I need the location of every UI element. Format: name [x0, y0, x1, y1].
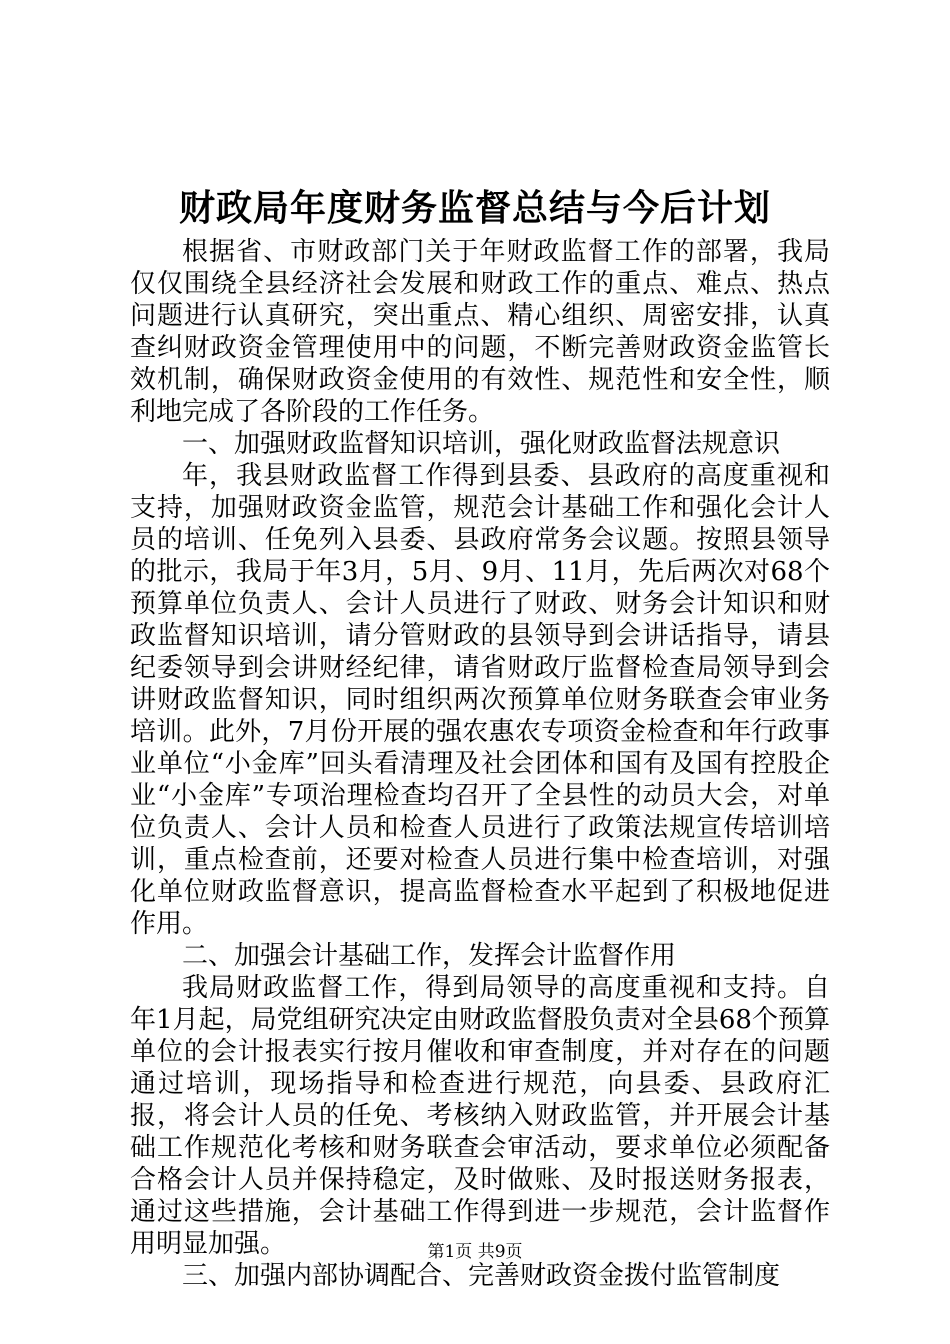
section-1-paragraph: 年，我县财政监督工作得到县委、县政府的高度重视和支持，加强财政资金监管，规范会计基础工作和强化会计人员的培训、任免列入县委、县政府常务会议题。按照县领导的批示，我局于年3月，5月、9月、11月，先后两次对68个预算单位负责人、会计人员进行了财政、财务会计知识和财政监督知识培训，请分管财政的县领导到会讲话指导，请县纪委领导到会讲财经纪律，请省财政厅监督检查局领导到会讲财政监督知识，同时组织两次预算单位财务联查会审业务培训。此外，7月份开展的强农惠农专项资金检查和年行政事业单位“小金库”回头看清理及社会团体和国有及国有控股企业“小金库”专项治理检查均召开了全县性的动员大会，对单位负责人、会计人员和检查人员进行了政策法规宣传培训培训，重点检查前，还要对检查人员进行集中检查培训，对强化单位财政监督意识，提高监督检查水平起到了积极地促进作用。	[130, 461, 830, 939]
document-title: 财政局年度财务监督总结与今后计划	[178, 187, 771, 229]
page-number-footer: 第1页 共9页	[427, 1242, 523, 1262]
section-2-paragraph: 我局财政监督工作，得到局领导的高度重视和支持。自年1月起，局党组研究决定由财政监督股负责对全县68个预算单位的会计报表实行按月催收和审查制度，并对存在的问题通过培训，现场指导和检查进行规范，向县委、县政府汇报，将会计人员的任免、考核纳入财政监管，并开展会计基础工作规范化考核和财务联查会审活动，要求单位必须配备合格会计人员并保持稳定，及时做账、及时报送财务报表，通过这些措施，会计基础工作得到进一步规范，会计监督作用明显加强。	[130, 973, 830, 1259]
section-heading-2: 二、加强会计基础工作，发挥会计监督作用	[182, 941, 677, 971]
document-body	[130, 236, 830, 1292]
section-heading-1: 一、加强财政监督知识培训，强化财政监督法规意识	[182, 429, 781, 459]
section-heading-3: 三、加强内部协调配合、完善财政资金拨付监管制度	[182, 1261, 781, 1291]
intro-paragraph: 根据省、市财政部门关于年财政监督工作的部署，我局仅仅围绕全县经济社会发展和财政工作的重点、难点、热点问题进行认真研究，突出重点、精心组织、周密安排，认真查纠财政资金管理使用中的问题，不断完善财政资金监管长效机制，确保财政资金使用的有效性、规范性和安全性，顺利地完成了各阶段的工作任务。	[130, 237, 830, 427]
